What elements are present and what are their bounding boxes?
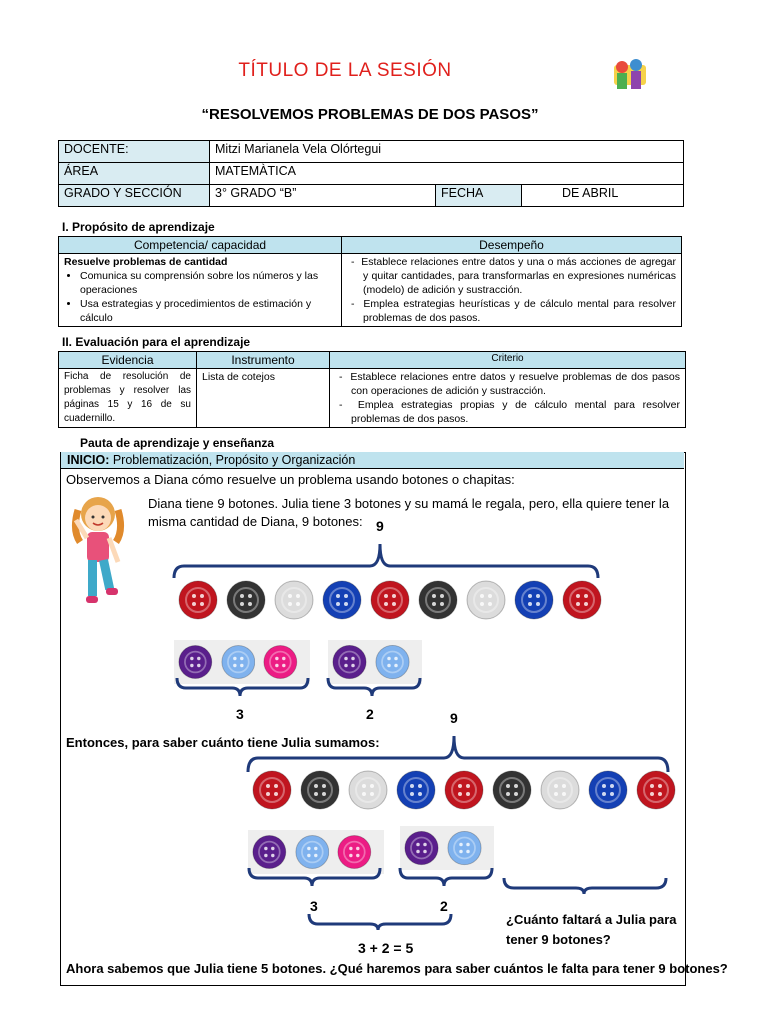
button-icon: [274, 580, 314, 620]
brace-three-two-a: [174, 676, 424, 698]
button-icon: [418, 580, 458, 620]
brace-three-two-missing: [246, 866, 670, 896]
inicio-label: INICIO:: [67, 453, 110, 467]
evaluacion-heading: II. Evaluación para el aprendizaje: [62, 335, 251, 349]
competencia-header: Competencia/ capacidad: [59, 237, 342, 254]
button-icon: [540, 770, 580, 810]
final-question: Ahora sabemos que Julia tiene 5 botones. ¿Qué haremos para saber cuántos le falta para tener 9 botones?: [66, 961, 728, 976]
diana-buttons-row-2: [248, 768, 688, 812]
info-table: [58, 140, 684, 207]
button-icon: [444, 770, 484, 810]
girl-illustration: [70, 490, 126, 620]
pauta-heading: Pauta de aprendizaje y enseñanza: [80, 436, 275, 450]
button-icon: [396, 770, 436, 810]
intro-text: Observemos a Diana cómo resuelve un problema usando botones o chapitas:: [66, 472, 515, 487]
proposito-heading: I. Propósito de aprendizaje: [62, 220, 215, 234]
grado-label: GRADO Y SECCIÓN: [59, 185, 210, 207]
button-icon: [370, 580, 410, 620]
instrumento-text: Lista de cotejos: [197, 369, 330, 428]
button-icon: [322, 580, 362, 620]
problem-line-1: Diana tiene 9 botones. Julia tiene 3 botones y su mamá le regala, pero, ella quiere tener la: [148, 496, 670, 511]
criterio-item: - Establece relaciones entre datos y resuelve problemas de dos pasos con operaciones de adición y sustracción.: [339, 371, 680, 397]
total-label-b: 9: [450, 710, 458, 726]
button-icon: [588, 770, 628, 810]
button-icon: [447, 829, 482, 867]
sum-equation: 3 + 2 = 5: [358, 940, 414, 956]
evidencia-header: Evidencia: [59, 352, 197, 369]
button-icon: [404, 829, 439, 867]
two-label-b: 2: [440, 898, 448, 914]
button-icon: [226, 580, 266, 620]
fecha-label: FECHA: [436, 185, 522, 207]
evidencia-text: Ficha de resolución de problemas y resolver las páginas 15 y 16 de su cuadernillo.: [59, 369, 197, 428]
inicio-text: Problematización, Propósito y Organización: [109, 453, 356, 467]
button-icon: [348, 770, 388, 810]
desempeno-item: - Establece relaciones entre datos y una o más acciones de agregar y quitar cantidades, para transformarlas en expresiones numéricas (modelo) de adición y sustracción.: [351, 256, 676, 296]
diana-buttons-row: [174, 578, 614, 622]
three-label-b: 3: [310, 898, 318, 914]
question-line-2: tener 9 botones?: [506, 932, 611, 947]
button-icon: [492, 770, 532, 810]
inicio-bar: [61, 452, 684, 469]
brace-sum: [306, 912, 456, 932]
button-icon: [252, 770, 292, 810]
area-value: MATEMÀTICA: [210, 163, 684, 185]
two-label-a: 2: [366, 706, 374, 722]
gift-buttons-group-2: [400, 826, 494, 870]
question-line-1: ¿Cuánto faltará a Julia para: [506, 912, 677, 927]
entonces-text: Entonces, para saber cuánto tiene Julia sumamos:: [66, 735, 380, 750]
button-icon: [178, 580, 218, 620]
area-label: ÁREA: [59, 163, 210, 185]
criterio-header: Criterio: [330, 352, 686, 369]
desempeno-item: - Emplea estrategias heurísticas y de cálculo mental para resolver problemas de dos pasos.: [351, 298, 676, 324]
capacidad-item: • Comunica su comprensión sobre los números y las operaciones: [80, 269, 336, 297]
three-label-a: 3: [236, 706, 244, 722]
evaluacion-table: [58, 351, 686, 428]
session-subtitle: “RESOLVEMOS PROBLEMAS DE DOS PASOS”: [201, 106, 539, 123]
brace-nine-a: [170, 540, 602, 580]
button-icon: [636, 770, 676, 810]
docente-value: Mitzi Marianela Vela Olórtegui: [210, 141, 684, 163]
button-icon: [300, 770, 340, 810]
criterio-item: - Emplea estrategias propias y de cálculo mental para resolver problemas de dos pasos.: [339, 399, 680, 425]
problem-line-2: misma cantidad de Diana, 9 botones:: [148, 514, 363, 529]
button-icon: [562, 580, 602, 620]
kids-logo: [610, 55, 650, 93]
fecha-value: DE ABRIL: [522, 185, 684, 207]
capacidad-item: • Usa estrategias y procedimientos de estimación y cálculo: [80, 297, 336, 325]
total-label-a: 9: [376, 518, 384, 534]
session-title: TÍTULO DE LA SESIÓN: [238, 60, 452, 81]
competencia-title: Resuelve problemas de cantidad: [64, 256, 228, 268]
desempeno-header: Desempeño: [342, 237, 682, 254]
instrumento-header: Instrumento: [197, 352, 330, 369]
proposito-table: [58, 236, 682, 327]
grado-value: 3° GRADO “B”: [210, 185, 436, 207]
button-icon: [466, 580, 506, 620]
docente-label: DOCENTE:: [59, 141, 210, 163]
button-icon: [514, 580, 554, 620]
